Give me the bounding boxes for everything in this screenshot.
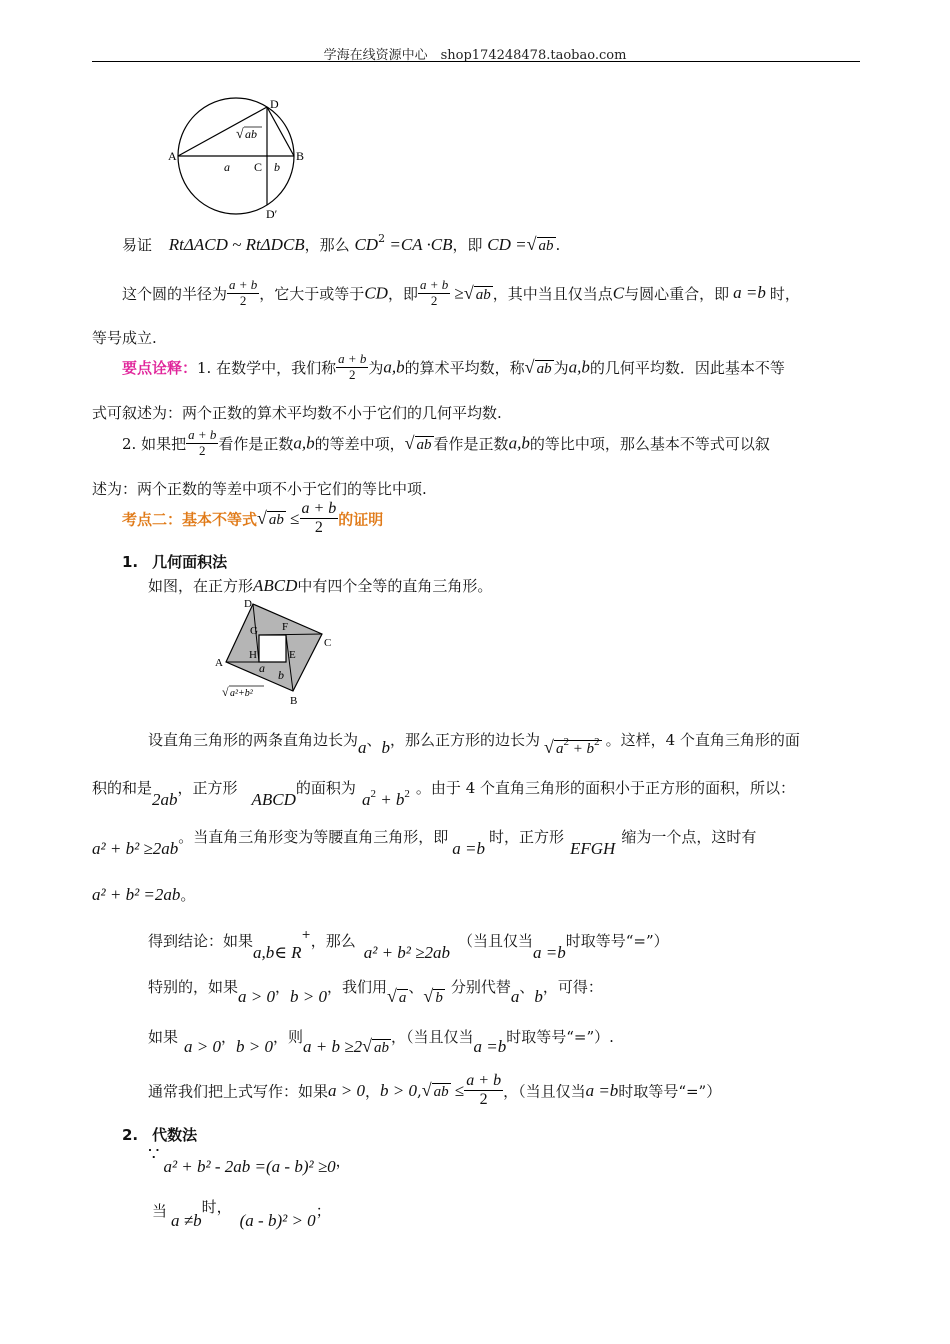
p9-text-1: 。 [180,886,196,904]
p12-text-4: ，（当且仅当 [390,1028,474,1046]
p2-text-4: ，其中当且仅当点 [492,284,613,303]
p13: 通常我们把上式写作：如果a > 0，b > 0,√ ab ≤ $\frac{a + b}{2}$ ，（当且仅当a =b时取等号“=”） [148,1072,722,1109]
page-header: 学海在线资源中心 shop174248478.taobao.com [323,48,627,63]
label-B: B [296,149,305,163]
p7-text-4: 。由于 4 个直角三角形的面积小于正方形的面积，所以： [415,779,796,797]
section2-text-1: 考点二：基本不等式 [122,510,258,529]
p1-cd-eq: CD = [487,235,527,254]
p6-text-4: 。这样，4 个直角三角形的面 [605,731,800,749]
p2-line2: 等号成立. [92,329,157,347]
label-a: a [224,160,230,174]
chord-db [267,107,294,156]
p1-sqrt-ab: ab [538,238,554,254]
square-figure [212,596,337,704]
p11-text-5: 分别代替 [450,978,511,996]
p12-a-pos: a > 0 [184,1037,221,1056]
p8-text-3: 缩为一个点，这时有 [621,828,757,846]
header-rule [92,61,860,62]
p10 [148,928,669,962]
p3: 要点诠释：1. 在数学中，我们称 $\frac{a + b}{2}$ 为a,b的算术平均数，称√ ab 为a,b的几何平均数．因此基本不等 [122,351,785,382]
p4-frac: $\frac{a + b}{2}$ [188,427,217,458]
p13-text-1: 通常我们把上式写作：如果 [148,1082,329,1101]
p1: 易证 RtΔACD ~ RtΔDCB，那么 $CD^2 =CA \cdot CB$，即 CD =√ ab . [122,232,561,254]
p5 [148,575,492,596]
p3-label: 要点诠释： [122,358,198,377]
p11-a: a [510,987,520,1006]
p7: 积的和是2ab，正方形ABCD的面积为$a^2 + b^2$ 。由于 4 个直角三角形的面积小于正方形的面积，所以： [92,779,796,809]
p6-text-2: 、 [366,731,382,749]
p3-ab-2: a,b [568,357,590,377]
sub1-num: 1. [122,553,139,571]
p11-text-4: 、 [408,978,424,996]
p11-text-7: ，可得： [542,978,603,996]
p13-text-2: ， [365,1082,381,1101]
sq-label-b: b [278,668,284,682]
p6-b: b [381,738,391,757]
p4-text-2: 看作是正数 [218,434,294,453]
p5-text-1: 如图，在正方形 [148,577,254,595]
p2-cd: CD [364,283,388,303]
p15-text-3: ； [315,1202,331,1220]
p4-ab: a,b [293,433,315,453]
p14 [148,1144,351,1176]
p11-text-1: 特别的，如果 [148,978,239,996]
p1-text-1: 易证 [122,236,153,254]
p3-text-4: 为 [553,358,569,377]
p7-abcd: ABCD [251,790,296,809]
p2-a-eq-b: a =b [733,283,766,303]
sq-label-hyp: a²+b² [230,688,253,699]
p1-text-2: ，那么 [304,236,350,254]
sub1-heading [122,551,227,572]
p15-sq-pos: (a - b)² > 0 [239,1211,316,1230]
p2-text-5: 与圆心重合，即 [624,284,730,303]
section2-heading: 考点二：基本不等式√ ab ≤ $\frac{a + b}{2}$ 的证明 [122,500,384,537]
p4-text-5: 的等比中项，那么基本不等式可以叙 [529,434,770,453]
p8-a-eq-b: a =b [452,839,485,858]
p4-ab-2: a,b [508,433,530,453]
p6: 设直角三角形的两条直角边长为a、b，那么正方形的边长为 √ $a^2 + b^2$ 。这样，4 个直角三角形的面 [148,731,800,757]
p11-b: b [534,987,543,1006]
p3-frac: $\frac{a + b}{2}$ [338,351,367,382]
p11-text-3: ，我们用 [327,978,388,996]
sq-label-sqrt-symbol: √ [222,685,229,699]
p11: 特别的，如果a > 0，b > 0，我们用√ a、√ b分别代替a、b，可得： [148,978,603,1006]
p15-text-2: 时， [201,1198,232,1216]
p13-a-eq-b: a =b [585,1080,619,1100]
p3-text-1: 1. 在数学中，我们称 [197,358,337,377]
p6-text-3: ，那么正方形的边长为 [390,731,541,749]
p12-text-5: 时取等号“=”）. [506,1028,614,1046]
p10-text-1: 得到结论：如果 [148,932,254,950]
sq-label-H: H [249,649,257,661]
circle-figure [166,94,316,224]
sq-label-C: C [324,637,332,649]
p4: 2. 如果把 $\frac{a + b}{2}$ 看作是正数a,b的等差中项，√ ab 看作是正数a,b的等比中项，那么基本不等式可以叙 [122,427,770,458]
p2-text-6: 时， [769,284,800,303]
p7-2ab: 2ab [152,790,178,809]
p4-text-4: 看作是正数 [433,434,509,453]
p2-c: C [612,283,625,303]
p13-text-5: 时取等号“=”） [618,1082,722,1101]
p11-text-2: ， [275,978,291,996]
sub1-title: 几何面积法 [152,553,228,571]
sq-label-E: E [289,649,296,661]
p13-frac: $\frac{a + b}{2}$ [466,1072,502,1109]
section2-frac: $\frac{a + b}{2}$ [301,500,337,537]
p4-text-3: 的等差中项， [314,434,405,453]
p10-a-eq-b: a =b [532,943,566,962]
p10-text-4: 时取等号“=”） [565,932,669,950]
p2: 这个圆的半径为 $\frac{a + b}{2}$ ，它大于或等于CD，即 $\frac{a + b}{2}$ ≥√ ab ，其中当且仅当点C与圆心重合，即 a =b 时， [122,277,800,308]
sub2-title: 代数法 [152,1126,198,1144]
p8-text-2: 时，正方形 [489,828,565,846]
p13-a-pos: a > 0 [328,1080,365,1100]
p8-text-1: 。当直角三角形变为等腰直角三角形，即 [178,828,449,846]
sub2-num: 2. [122,1126,139,1144]
p5-text-2: 中有四个全等的直角三角形。 [297,577,493,595]
label-D: D [270,97,279,111]
p10-text-2: ，那么 [310,932,356,950]
p12-text-2: ， [221,1028,237,1046]
p9 [92,884,195,905]
p15-a-neq-b: a ≠b [171,1211,202,1230]
p3-text-5: 的几何平均数．因此基本不等 [589,358,785,377]
p8 [92,826,757,858]
p15-text-1: 当 [152,1202,168,1220]
p12-b-pos: b > 0 [236,1037,273,1056]
p10-ineq: a² + b² ≥2ab [363,943,450,962]
label-b: b [274,160,280,174]
label-A: A [168,149,177,163]
label-sqrt-ab: ab [245,127,257,141]
sq-label-a: a [259,661,265,675]
p2-text-2: ，它大于或等于 [259,284,365,303]
p13-text-3: , [417,1081,422,1100]
p12-text-3: ，则 [273,1028,304,1046]
p8-ineq: a² + b² ≥2ab [92,839,179,858]
p12-a-eq-b: a =b [473,1037,507,1056]
sq-label-G: G [250,625,258,637]
p3-text-3: 的算术平均数，称 [404,358,525,377]
p4-line2: 述为：两个正数的等差中项不小于它们的等比中项. [92,480,427,498]
p5-abcd: ABCD [253,576,298,595]
p10-sup: + [301,928,311,941]
p7-text-3: 的面积为 [295,779,356,797]
p13-b-pos: b > 0 [380,1080,417,1100]
p10-text-3: （当且仅当 [457,932,533,950]
p8-efgh: EFGH [570,839,616,858]
p3-ab: a,b [383,357,405,377]
p11-b-pos: b > 0 [290,987,327,1006]
p1-similar: RtΔACD ~ RtΔDCB [168,235,305,254]
p6-text-1: 设直角三角形的两条直角边长为 [148,731,359,749]
p1-cacb: =CA ·CB [385,235,453,254]
p14-eq: a² + b² - 2ab =(a - b)² ≥0 [163,1157,336,1176]
p11-a-pos: a > 0 [238,987,275,1006]
p10-ab-in-r: a,b∈ R [253,943,302,962]
p12: 如果 a > 0，b > 0，则a + b ≥2√ ab，（当且仅当a =b时取等号“=”）. [148,1028,614,1056]
p14-text-1: ， [335,1152,351,1170]
p7-text-1: 积的和是 [92,779,153,797]
sub2-heading [122,1124,197,1145]
p3-line2: 式可叙述为：两个正数的算术平均数不小于它们的几何平均数. [92,404,502,422]
p1-cd: CD [354,235,379,254]
p2-text-3: ，即 [387,284,418,303]
p2-text-1: 这个圆的半径为 [122,284,228,303]
p1-text-3: ，即 [452,236,483,254]
sq-label-B: B [290,695,298,704]
label-Dprime: D′ [266,207,278,221]
sq-label-F: F [282,621,289,633]
p2-frac: $\frac{a + b}{2}$ [229,277,258,308]
p11-text-6: 、 [519,978,535,996]
p7-text-2: ，正方形 [177,779,238,797]
p3-text-2: 为 [368,358,384,377]
p2-frac-2: $\frac{a + b}{2}$ [419,277,449,308]
sq-label-D: D [244,598,252,610]
square-efgh [259,635,286,662]
sq-label-A: A [215,657,223,669]
section2-text-2: 的证明 [338,510,384,529]
p15 [152,1198,331,1230]
p12-text-1: 如果 [148,1028,179,1046]
label-sqrt-symbol: √ [236,127,244,142]
p12-ineq: a + b ≥2 [303,1037,363,1056]
p13-text-4: ，（当且仅当 [503,1082,586,1101]
p9-eq: a² + b² =2ab [92,885,181,904]
because-symbol: ∵ [148,1144,160,1165]
p1-text-4: . [555,236,561,254]
p6-a: a [358,738,367,757]
p4-text-1: 2. 如果把 [122,434,187,453]
label-C: C [254,160,263,174]
